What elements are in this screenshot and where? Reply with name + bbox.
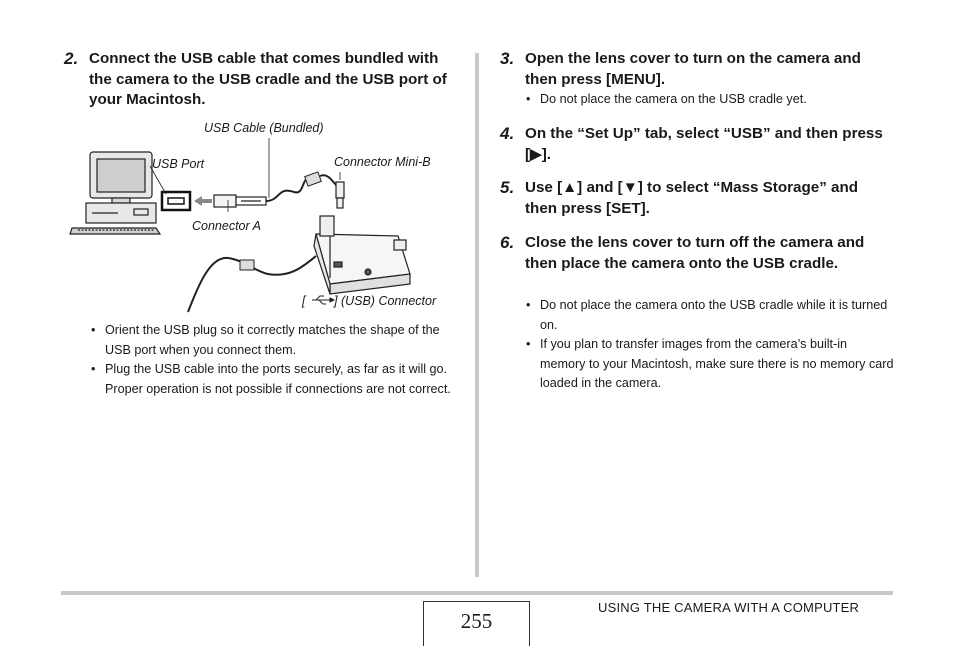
list-item: • Do not place the camera onto the USB cradle while it is turned on. xyxy=(524,296,894,335)
ferrite-core-2 xyxy=(240,260,254,270)
connector-a-plug xyxy=(214,195,266,207)
insert-arrow-icon xyxy=(194,196,212,206)
list-item: • Do not place the camera on the USB cradle yet. xyxy=(524,90,894,110)
step-text: Open the lens cover to turn on the camera and then press [MENU]. xyxy=(525,50,861,88)
step-number: 4. xyxy=(500,124,515,143)
step-4 xyxy=(500,124,892,165)
usb-symbol-icon xyxy=(312,296,334,304)
section-title: USING THE CAMERA WITH A COMPUTER xyxy=(598,600,860,615)
connector-mini-b-plug xyxy=(336,182,344,208)
usb-cradle xyxy=(314,216,410,294)
step-3 xyxy=(500,49,892,90)
footer-rule xyxy=(61,591,893,595)
usb-port-icon xyxy=(162,192,190,210)
page-number: 255 xyxy=(423,601,530,646)
step-6-bullets xyxy=(524,296,894,394)
step-text: On the “Set Up” tab, select “USB” and then press [▶]. xyxy=(525,125,883,163)
label-usb-connector: ] (USB) Connector xyxy=(334,294,437,308)
label-usb-connector-open: [ xyxy=(302,294,306,308)
label-usb-port: USB Port xyxy=(152,157,205,171)
list-item: • Orient the USB plug so it correctly matches the shape of the USB port when you connect them. xyxy=(89,321,459,360)
computer-illustration xyxy=(70,152,160,234)
step-5 xyxy=(500,178,892,219)
ferrite-core xyxy=(305,172,322,186)
step-text: Use [▲] and [▼] to select “Mass Storage” and then press [SET]. xyxy=(525,179,859,217)
step-text: Close the lens cover to turn off the camera and then place the camera onto the USB cradle. xyxy=(525,234,865,272)
step-6 xyxy=(500,233,892,274)
step-2-bullets xyxy=(89,321,459,399)
step-3-bullets xyxy=(524,90,894,110)
usb-connection-diagram xyxy=(68,116,460,314)
list-item: • Plug the USB cable into the ports securely, as far as it will go. Proper operation is not possible if connections are not correct. xyxy=(89,360,459,399)
step-number: 3. xyxy=(500,49,515,68)
label-usb-cable: USB Cable (Bundled) xyxy=(204,121,324,135)
step-2 xyxy=(64,49,464,111)
step-number: 5. xyxy=(500,178,515,197)
label-connector-mini-b: Connector Mini-B xyxy=(334,155,431,169)
column-divider xyxy=(475,53,479,577)
step-number: 6. xyxy=(500,233,515,252)
list-item: • If you plan to transfer images from the camera’s built-in memory to your Macintosh, make sure there is no memory card loaded in the camera. xyxy=(524,335,894,394)
step-number: 2. xyxy=(64,49,79,68)
step-text: Connect the USB cable that comes bundled with the camera to the USB cradle and the USB port of your Macintosh. xyxy=(89,50,447,108)
label-connector-a: Connector A xyxy=(192,219,262,233)
